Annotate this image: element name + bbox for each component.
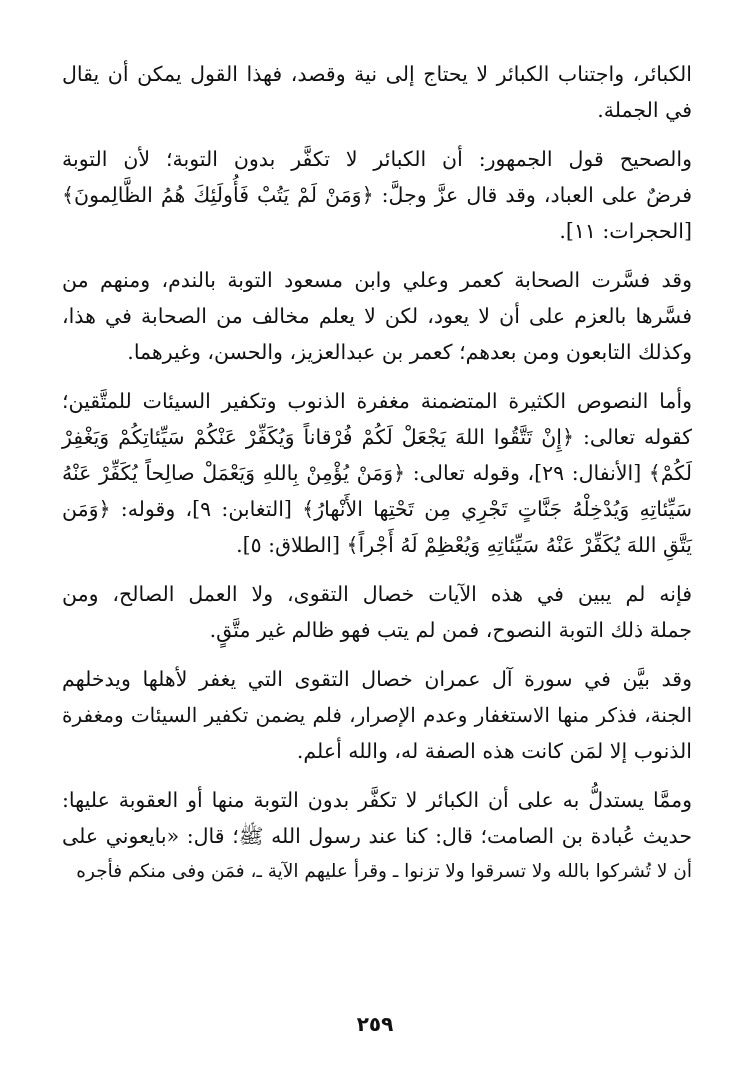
text-line: فرضٌ على العباد، وقد قال عزَّ وجلَّ: ﴿وَمَنْ لَمْ يَتُبْ فَأُولَئِكَ هُمُ الظَّالِمونَ﴾ — [62, 183, 692, 207]
page-number: ٢٥٩ — [356, 1012, 394, 1036]
text-line: الجنة، فذكر منها الاستغفار وعدم الإصرار، فلم يضمن تكفير السيئات ومغفرة — [62, 703, 692, 727]
document-page — [62, 56, 692, 903]
paragraph — [62, 782, 692, 890]
text-line: وقد بيَّن في سورة آل عمران خصال التقوى التي يغفر لأهلها ويدخلهم — [62, 667, 692, 691]
paragraph — [62, 383, 692, 563]
text-line: الكبائر، واجتناب الكبائر لا يحتاج إلى نية وقصد، فهذا القول يمكن أن يقال — [62, 62, 692, 86]
text-line: لَكُمْ﴾ [الأنفال: ٢٩]، وقوله تعالى: ﴿وَمَنْ يُؤْمِنْ بِاللهِ وَيَعْمَلْ صالِحاً يُكَفِّرْ عَنْهُ — [62, 461, 692, 485]
text-line: الذنوب إلا لمَن كانت هذه الصفة له، والله أعلم. — [296, 739, 692, 763]
text-line: أن لا تُشركوا بالله ولا تسرقوا ولا تزنوا ـ وقرأ عليهم الآية ـ، فمَن وفى منكم فأجره — [76, 861, 692, 882]
paragraph — [62, 576, 692, 648]
text-line: [الحجرات: ١١]. — [559, 219, 692, 243]
text-line: وممَّا يستدلُّ به على أن الكبائر لا تكفَّر بدون التوبة منها أو العقوبة عليها: — [62, 788, 692, 812]
text-line: فسَّرها بالعزم على أن لا يعود، لكن لا يعلم مخالف من الصحابة في هذا، — [62, 304, 692, 328]
paragraph — [62, 661, 692, 769]
text-line: وأما النصوص الكثيرة المتضمنة مغفرة الذنوب وتكفير السيئات للمتَّقين؛ — [62, 389, 692, 413]
text-line: فإنه لم يبين في هذه الآيات خصال التقوى، ولا العمل الصالح، ومن — [62, 582, 692, 606]
text-line: سَيِّئاتِهِ وَيُدْخِلْهُ جَنَّاتٍ تَجْرِي مِن تَحْتِها الأَنْهارُ﴾ [التغابن: ٩]، وقوله: ﴿وَمَن — [62, 497, 692, 521]
text-line: والصحيح قول الجمهور: أن الكبائر لا تكفَّر بدون التوبة؛ لأن التوبة — [62, 147, 692, 171]
text-line: جملة ذلك التوبة النصوح، فمن لم يتب فهو ظالم غير متَّقٍ. — [209, 618, 692, 642]
text-line: في الجملة. — [597, 98, 692, 122]
paragraph — [62, 141, 692, 249]
text-line: وقد فسَّرت الصحابة كعمر وعلي وابن مسعود التوبة بالندم، ومنهم من — [62, 268, 692, 292]
paragraph — [62, 262, 692, 370]
text-line: وكذلك التابعون ومن بعدهم؛ كعمر بن عبدالعزيز، والحسن، وغيرهما. — [127, 340, 692, 364]
text-line: كقوله تعالى: ﴿إِنْ تَتَّقُوا اللهَ يَجْعَلْ لَكُمْ فُرْقاناً وَيُكَفِّرْ عَنْكُمْ سَيِّئاتِكُمْ وَيَغْفِرْ — [62, 425, 692, 449]
paragraph — [62, 56, 692, 128]
text-line: يَتَّقِ اللهَ يُكَفِّرْ عَنْهُ سَيِّئاتِهِ وَيُعْظِمْ لَهُ أَجْراً﴾ [الطلاق: ٥]. — [236, 533, 692, 557]
text-line: حديث عُبادة بن الصامت؛ قال: كنا عند رسول الله ﷺ؛ قال: «بايعوني على — [62, 824, 692, 848]
